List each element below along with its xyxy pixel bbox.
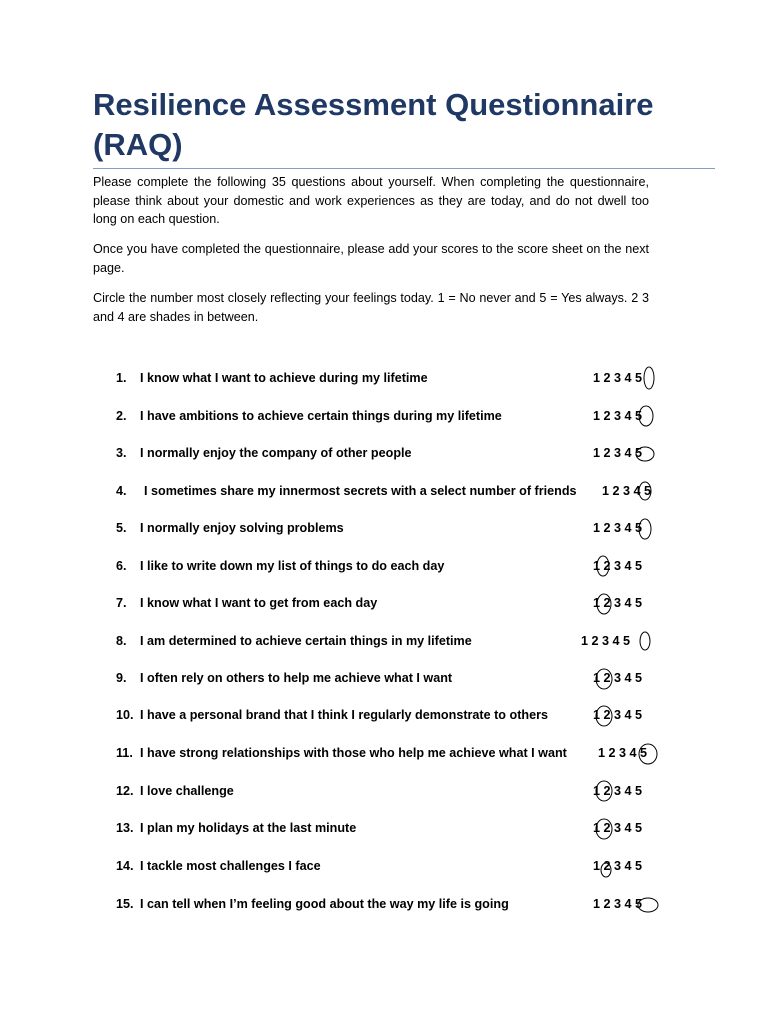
question-text: I have strong relationships with those who help me achieve what I want [140, 746, 567, 760]
question-item [116, 443, 656, 463]
rating-scale[interactable]: 1 2 3 4 5 [593, 521, 643, 535]
question-text: I normally enjoy the company of other people [140, 446, 412, 460]
intro-paragraph-scale: Circle the number most closely reflecting your feelings today. 1 = No never and 5 = Yes always. 2 3 and 4 are shades in between. [93, 291, 649, 324]
question-item [116, 481, 656, 501]
question-text: I often rely on others to help me achieve what I want [140, 671, 453, 685]
rating-scale[interactable]: 1 2 3 4 5 [593, 596, 643, 610]
question-item [116, 593, 656, 613]
question-text: I am determined to achieve certain things in my lifetime [140, 634, 472, 648]
question-number: 8. [116, 634, 127, 648]
question-item [116, 631, 656, 651]
rating-scale[interactable]: 1 2 3 4 5 [593, 821, 643, 835]
rating-scale[interactable]: 1 2 3 4 5 [593, 371, 643, 385]
question-number: 12. [116, 784, 134, 798]
question-text: I sometimes share my innermost secrets with a select number of friends [144, 484, 577, 498]
question-text: I have a personal brand that I think I regularly demonstrate to others [140, 708, 548, 722]
question-number: 13. [116, 821, 134, 835]
question-number: 9. [116, 671, 127, 685]
rating-scale[interactable]: 1 2 3 4 5 [593, 559, 643, 573]
rating-scale[interactable]: 1 2 3 4 5 [593, 897, 643, 911]
question-number: 1. [116, 371, 127, 385]
question-number: 15. [116, 897, 134, 911]
question-number: 10. [116, 708, 134, 722]
rating-scale[interactable]: 1 2 3 4 5 [593, 859, 643, 873]
question-number: 2. [116, 409, 127, 423]
question-text: I like to write down my list of things to do each day [140, 559, 445, 573]
question-number: 4. [116, 484, 127, 498]
question-text: I tackle most challenges I face [140, 859, 321, 873]
rating-scale[interactable]: 1 2 3 4 5 [602, 484, 652, 498]
intro-paragraph-scoring: Once you have completed the questionnaire, please add your scores to the score sheet on the next page. [93, 242, 649, 275]
rating-scale[interactable]: 1 2 3 4 5 [581, 634, 631, 648]
question-number: 3. [116, 446, 127, 460]
rating-scale[interactable]: 1 2 3 4 5 [593, 671, 643, 685]
rating-scale[interactable]: 1 2 3 4 5 [593, 409, 643, 423]
question-text: I love challenge [140, 784, 234, 798]
question-text: I plan my holidays at the last minute [140, 821, 357, 835]
rating-scale[interactable]: 1 2 3 4 5 [593, 784, 643, 798]
question-item [116, 556, 656, 576]
question-number: 7. [116, 596, 127, 610]
question-item [116, 518, 656, 538]
question-number: 11. [116, 746, 133, 760]
question-text: I normally enjoy solving problems [140, 521, 344, 535]
rating-scale[interactable]: 1 2 3 4 5 [593, 446, 643, 460]
question-text: I know what I want to achieve during my lifetime [140, 371, 428, 385]
question-item [116, 368, 656, 388]
question-item [116, 705, 656, 725]
question-item [116, 856, 656, 876]
question-number: 5. [116, 521, 127, 535]
question-text: I know what I want to get from each day [140, 596, 378, 610]
question-item [116, 818, 656, 838]
question-item [116, 406, 656, 426]
question-item [116, 894, 656, 914]
question-text: I can tell when I’m feeling good about the way my life is going [140, 897, 509, 911]
intro-paragraph-instructions: Please complete the following 35 questions about yourself. When completing the questionnaire, please think about your domestic and work experiences as they are today, and do not dwell too long on each question. [93, 175, 649, 226]
question-item [116, 668, 656, 688]
question-text: I have ambitions to achieve certain things during my lifetime [140, 409, 502, 423]
question-number: 6. [116, 559, 127, 573]
document-title: Resilience Assessment Questionnaire (RAQ) [93, 87, 654, 162]
rating-scale[interactable]: 1 2 3 4 5 [598, 746, 648, 760]
question-number: 14. [116, 859, 134, 873]
title-underline [93, 168, 715, 169]
question-item [116, 743, 656, 763]
question-item [116, 781, 656, 801]
rating-scale[interactable]: 1 2 3 4 5 [593, 708, 643, 722]
